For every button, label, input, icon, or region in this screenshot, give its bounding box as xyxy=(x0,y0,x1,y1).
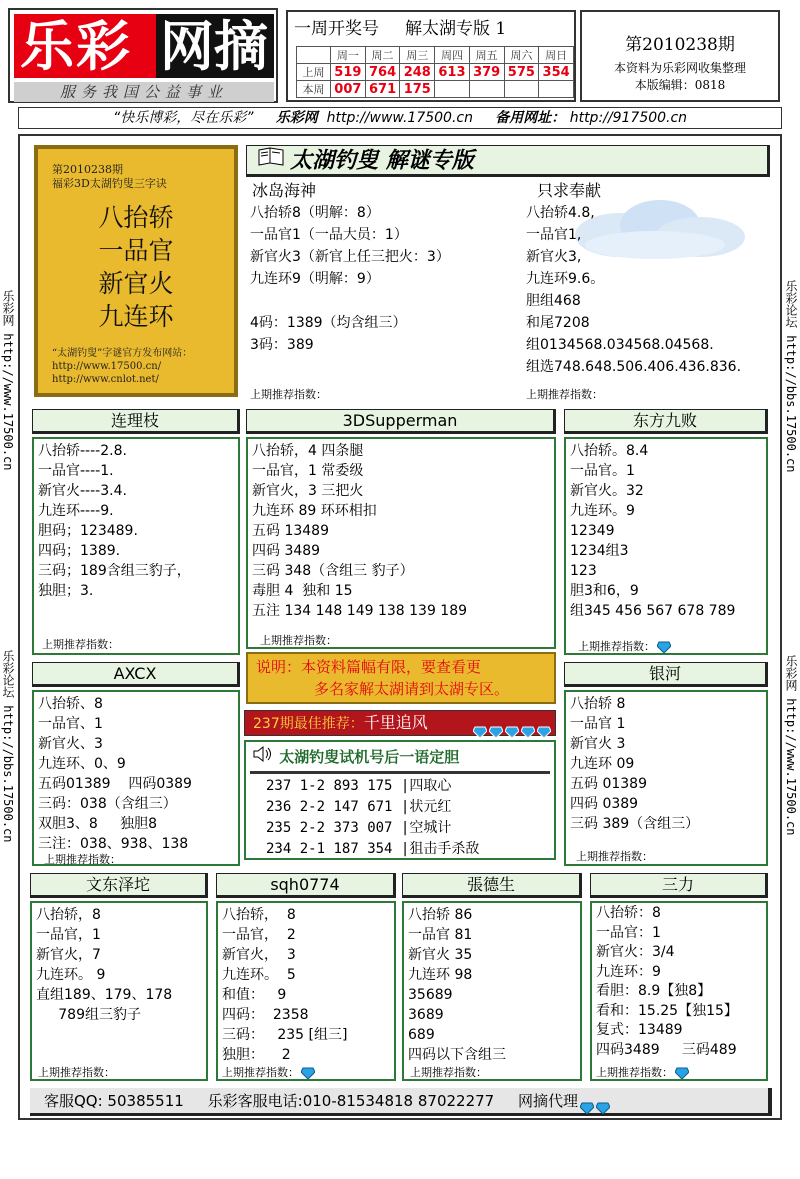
diamond-icon xyxy=(580,1096,594,1108)
footer-bar xyxy=(30,1088,772,1116)
box-lianlizhi: 八抬轿----2.8. 一品官----1. 新官火----3.4. 九连环----9. 胆码；123489. 四码；1389. 三码；189含组三豹子， 独胆；3. xyxy=(32,437,240,655)
diamond-rating xyxy=(471,716,551,740)
trial-number-box xyxy=(244,740,556,860)
this-week-row: 本周 007 671 175 xyxy=(297,81,574,98)
trial-row: 235 2-2 373 007 |空城计 xyxy=(266,820,452,836)
box-title-sqh: sqh0774 xyxy=(216,873,396,898)
logo-text-black: 网摘 xyxy=(156,14,274,78)
box-axcx: 八抬轿、8 一品官、1 新官火、3 九连环、0、9 五码01389 四码0389 三码：038（含组三） 双胆3、8 独胆8 三注：038、938、138 xyxy=(32,690,240,866)
side-text-left-bottom: 乐彩论坛 http://bbs.17500.cn xyxy=(1,650,15,843)
box-title-dongfang: 东方九败 xyxy=(564,409,768,434)
diamond-icon xyxy=(596,1096,610,1108)
taihu-left-list: 八抬轿8（明解：8） 一品官1（一品大员：1） 新官火3（新官上任三把火：3） 九连环9（明解：9） 4码：1389（均含组三） 3码：389 xyxy=(250,205,450,353)
logo-text-red: 乐彩 xyxy=(14,14,156,78)
taihu-right-list: 八抬轿4.8, 一品官1, 新官火3, 九连环9.6。 胆组468 和尾7208 组0134568.034568.04568. 组选748.648.506.406.436.836. xyxy=(526,205,742,375)
last-week-row: 上周 519 764 248 613 379 575 354 xyxy=(297,64,574,81)
book-icon xyxy=(257,146,285,175)
header-logo xyxy=(8,8,278,103)
trial-number-table xyxy=(246,774,554,860)
logo-slogan: 服务我国公益事业 xyxy=(14,82,274,102)
box-title-axcx: AXCX xyxy=(32,662,240,687)
footer-tel: 乐彩客服电话:010-81534818 87022277 xyxy=(207,1092,495,1110)
diamond-icon xyxy=(657,641,671,653)
draw-table: 周一 周二 周三 周四 周五 周六 周日 上周 519 764 248 613 379 575 354 本周 007 671 175 xyxy=(296,46,574,98)
footer-agent[interactable]: 网摘代理 xyxy=(518,1092,579,1110)
diamond-icon xyxy=(505,722,519,734)
box-title-supperman: 3DSupperman xyxy=(246,409,556,434)
side-text-left-top: 乐彩网 http://www.17500.cn xyxy=(1,290,15,471)
box-sqh: 八抬轿， 8 一品官， 2 新官火， 3 九连环。 5 和值： 9 四码： 2358 三码： 235 [组三] 独胆： 2 xyxy=(216,901,396,1081)
site-link[interactable]: http://www.17500.cn xyxy=(326,110,473,126)
diamond-icon xyxy=(521,722,535,734)
draw-panel-title: 一周开奖号 解太湖专版 1 xyxy=(294,19,507,39)
box-title-sanli: 三力 xyxy=(590,873,768,898)
box-title-yinhe: 银河 xyxy=(564,662,768,687)
taihu-title-bar: 太湖钓叟 解谜专版 xyxy=(246,145,770,177)
issue-number: 第2010238期 xyxy=(625,35,735,55)
trial-row: 237 1-2 893 175 |四取心 xyxy=(266,778,452,794)
trial-row: 236 2-2 147 671 |状元红 xyxy=(266,799,452,815)
box-wendong: 八抬轿，8 一品官，1 新官火，7 九连环。 9 直组189、179、178 789组三豹子 xyxy=(30,901,208,1081)
sqh-rating: 上期推荐指数： xyxy=(222,1064,315,1080)
best-recommend-bar: 237期最佳推荐：千里追风 xyxy=(244,710,556,736)
backup-link[interactable]: http://917500.cn xyxy=(569,110,688,126)
diamond-icon xyxy=(537,722,551,734)
issue-panel xyxy=(580,10,780,102)
box-zhangdesheng: 八抬轿 86 一品官 81 新官火 35 九连环 98 35689 3689 689 四码以下含组三 xyxy=(402,901,582,1081)
taihu-author-right: 只求奉献 xyxy=(537,181,602,200)
side-text-right-top: 乐彩论坛 http://bbs.17500.cn xyxy=(784,280,798,473)
diamond-icon xyxy=(675,1067,689,1079)
issue-note: 本资料为乐彩网收集整理 xyxy=(613,61,746,75)
url-bar: “快乐博彩，尽在乐彩” 乐彩网 http://www.17500.cn 备用网址： http://917500.cn xyxy=(18,107,782,129)
taihu-author-left: 冰岛海神 xyxy=(252,181,317,200)
sanli-rating: 上期推荐指数： xyxy=(596,1064,689,1080)
trial-number-title: 太湖钓叟试机号后一语定胆 xyxy=(250,744,550,774)
diamond-icon xyxy=(301,1067,315,1079)
diamond-icon xyxy=(473,722,487,734)
box-title-lianlizhi: 连理枝 xyxy=(32,409,240,434)
taihu-poem-card: 第2010238期 福彩3D太湖钓叟三字诀 八抬轿 一品官 新官火 九连环 “太湖钓叟”字谜官方发布网站： http://www.17500.cn/ http://www.cnlot.net/ xyxy=(34,145,238,397)
box-sanli: 八抬轿：8 一品官：1 新官火：3/4 九连环：9 看胆：8.9【独8】 看和：15.25【独15】 复式：13489 四码3489 三码489 xyxy=(590,901,768,1081)
footer-qq: 客服QQ: 50385511 xyxy=(44,1092,184,1110)
box-dongfang: 八抬轿。8.4 一品官。1 新官火。32 九连环。9 12349 1234组3 123 胆3和6，9 组345 456 567 678 789 xyxy=(564,437,768,655)
trial-row: 234 2-1 187 354 |狙击手杀敌 xyxy=(266,841,480,857)
box-title-wendong: 文东泽坨 xyxy=(30,873,208,898)
best-recommend-name[interactable]: 千里追风 xyxy=(363,713,428,732)
issue-editor: 本版编辑：0818 xyxy=(634,78,726,92)
dongfang-rating: 上期推荐指数： xyxy=(578,638,671,654)
draw-results-panel xyxy=(286,10,576,102)
diamond-icon xyxy=(489,722,503,734)
box-supperman: 八抬轿，4 四条腿 一品官，1 常委级 新官火，3 三把火 九连环 89 环环相扣 五码 13489 四码 3489 三码 348（含组三 豹子） 毒胆 4 独和 15 五注 134 148 149 138 139 189 xyxy=(246,437,556,649)
speaker-icon xyxy=(252,745,274,771)
notice-banner: 说明：本资料篇幅有限，要查看更 多名家解太湖请到太湖专区。 xyxy=(246,652,556,704)
box-yinhe: 八抬轿 8 一品官 1 新官火 3 九连环 09 五码 01389 四码 0389 三码 389（含组三） xyxy=(564,690,768,866)
side-text-right-bottom: 乐彩网 http://www.17500.cn xyxy=(784,655,798,836)
box-title-zhangdesheng: 張德生 xyxy=(402,873,582,898)
